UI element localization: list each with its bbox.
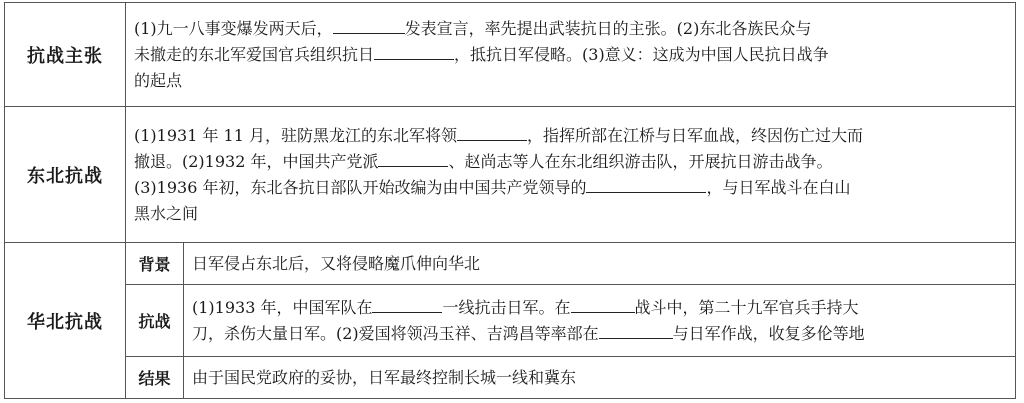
answer-blank[interactable] — [599, 321, 673, 339]
content-line — [192, 295, 1007, 321]
content-line — [134, 16, 1007, 42]
text-segment: 的起点 — [134, 70, 183, 90]
subrow-content — [184, 285, 1016, 357]
text-segment: (3)1936 年初，东北各抗日部队开始改编为由中国共产党领导的 — [134, 177, 587, 197]
answer-blank[interactable] — [571, 295, 635, 313]
answer-blank[interactable] — [586, 175, 706, 193]
content-line — [134, 149, 1007, 175]
answer-blank[interactable] — [378, 149, 448, 167]
text-segment: 、赵尚志等人在东北组织游击队，开展抗日游击战争。 — [448, 151, 833, 171]
row-heading: 抗战主张 — [5, 3, 126, 107]
subrow-label: 结果 — [126, 357, 184, 399]
subrow-content — [184, 357, 1016, 399]
content-line — [192, 251, 1007, 277]
text-segment: (1)1933 年，中国军队在 — [192, 297, 373, 317]
content-line — [134, 123, 1007, 149]
row-heading: 东北抗战 — [5, 107, 126, 243]
content-line — [192, 321, 1007, 347]
table-row — [5, 3, 1016, 107]
text-segment: ，抵抗日军侵略。(3)意义：这成为中国人民抗日战争 — [454, 44, 829, 64]
text-segment: 战斗中，第二十九军官兵手持大 — [634, 297, 859, 317]
answer-blank[interactable] — [372, 295, 442, 313]
content-line — [134, 42, 1007, 68]
subrow-content — [184, 243, 1016, 285]
row-content — [126, 3, 1016, 107]
content-line — [134, 68, 1007, 94]
answer-blank[interactable] — [457, 123, 527, 141]
text-segment: ，指挥所部在江桥与日军血战，终因伤亡过大而 — [527, 125, 864, 145]
answer-blank[interactable] — [333, 16, 405, 34]
content-line — [134, 201, 1007, 227]
subrow-label: 背景 — [126, 243, 184, 285]
content-line — [134, 175, 1007, 201]
text-segment: 发表宣言，率先提出武装抗日的主张。(2)东北各族民众与 — [404, 18, 812, 38]
table-row — [5, 357, 1016, 399]
row-content — [126, 107, 1016, 243]
row-heading: 华北抗战 — [5, 243, 126, 399]
table-row — [5, 285, 1016, 357]
text-segment: 由于国民党政府的妥协，日军最终控制长城一线和冀东 — [192, 367, 577, 387]
text-segment: 刀，杀伤大量日军。(2)爱国将领冯玉祥、吉鸿昌等率部在 — [192, 323, 599, 343]
answer-blank[interactable] — [374, 42, 454, 60]
content-line — [192, 365, 1007, 391]
resistance-summary-table — [4, 2, 1016, 399]
text-segment: 撤退。(2)1932 年，中国共产党派 — [134, 151, 379, 171]
text-segment: (1)1931 年 11 月，驻防黑龙江的东北军将领 — [134, 125, 458, 145]
table-row — [5, 107, 1016, 243]
text-segment: (1)九一八事变爆发两天后， — [134, 18, 333, 38]
text-segment: 一线抗击日军。在 — [442, 297, 571, 317]
table-row — [5, 243, 1016, 285]
text-segment: 未撤走的东北军爱国官兵组织抗日 — [134, 44, 375, 64]
subrow-label: 抗战 — [126, 285, 184, 357]
text-segment: 与日军作战，收复多伦等地 — [672, 323, 865, 343]
text-segment: 日军侵占东北后，又将侵略魔爪伸向华北 — [192, 253, 481, 273]
text-segment: 黑水之间 — [134, 203, 199, 223]
text-segment: ，与日军战斗在白山 — [706, 177, 851, 197]
